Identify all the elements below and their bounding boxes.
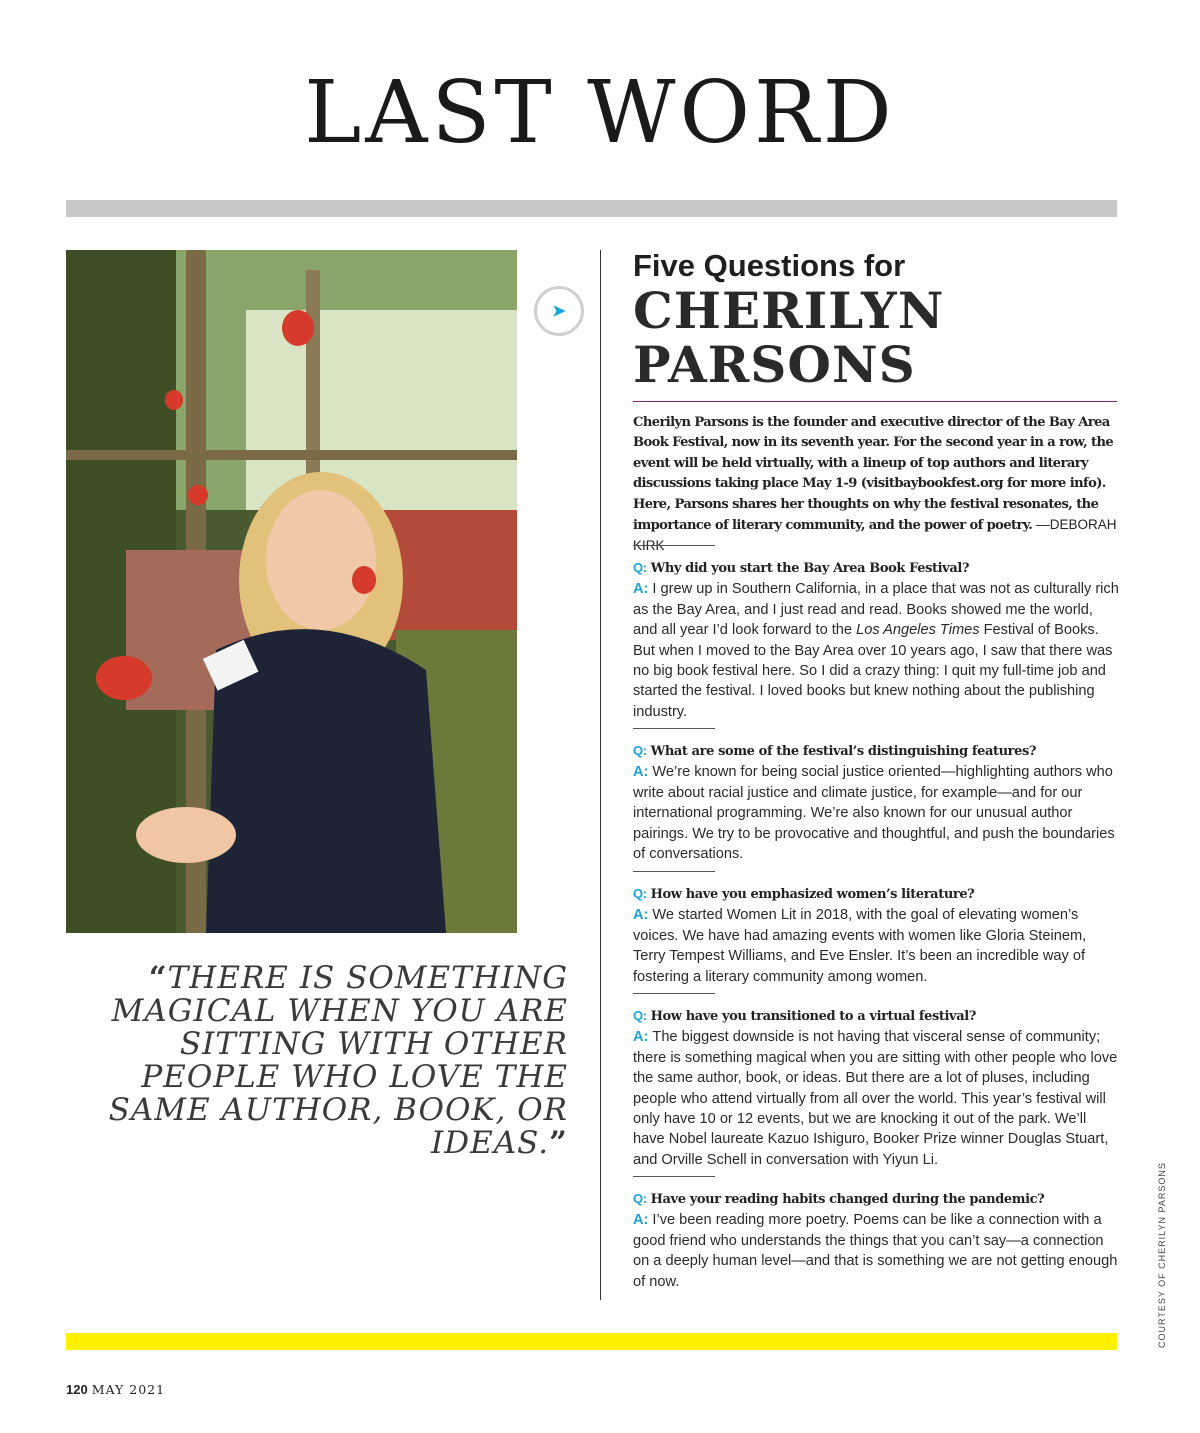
photo-credit: COURTESY OF CHERILYN PARSONS bbox=[1157, 1162, 1167, 1348]
q-label: Q: bbox=[633, 560, 647, 575]
q-label: Q: bbox=[633, 1008, 647, 1023]
top-gray-rule bbox=[66, 200, 1117, 217]
article-headline bbox=[633, 248, 1117, 392]
bottom-yellow-rule bbox=[66, 1333, 1117, 1350]
qa-rule bbox=[633, 545, 715, 546]
question-2-text: What are some of the festival’s distinguishing features? bbox=[650, 744, 1037, 759]
intro-text: Cherilyn Parsons is the founder and executive director of the Bay Area Book Festival, now in its seventh year. For the second year in a row, the event will be held virtually, with a lineup of top authors and literary discussions taking place May 1-9 (visitbaybookfest.org for more info). Here, Parsons shares her thoughts on why the festival resonates, the importance of literary community, and the power of poetry. bbox=[633, 415, 1114, 534]
question-3-text: How have you emphasized women’s literature? bbox=[650, 887, 975, 902]
answer-2 bbox=[633, 762, 1119, 864]
answer-1-text-before: I grew up in Southern California, in a place that was not as culturally rich as the Bay Area, and I just read and read. Books showed me the world, and all year I’d look forward to the bbox=[633, 581, 1119, 639]
q-label: Q: bbox=[633, 743, 647, 758]
question-1 bbox=[633, 558, 1119, 579]
answer-1-text-after: Festival of Books. But when I moved to the Bay Area over 10 years ago, I saw that there was no big book festival here. So I did a crazy thing: I quit my full-time job and started the festival. I loved books but knew nothing about the publishing industry. bbox=[633, 622, 1113, 720]
pull-quote-open-mark: “ bbox=[148, 960, 168, 996]
headline-rule bbox=[633, 401, 1117, 402]
question-2 bbox=[633, 741, 1119, 762]
question-4 bbox=[633, 1006, 1119, 1027]
answer-4 bbox=[633, 1027, 1119, 1170]
continue-arrow-badge bbox=[534, 286, 584, 336]
question-1-text: Why did you start the Bay Area Book Festival? bbox=[650, 561, 970, 576]
qa-block-4 bbox=[633, 993, 1119, 1170]
a-label: A: bbox=[633, 764, 649, 781]
q-label: Q: bbox=[633, 886, 647, 901]
qa-rule bbox=[633, 871, 715, 872]
qa-rule bbox=[633, 993, 715, 994]
answer-4-text: The biggest downside is not having that visceral sense of community; there is something magical when you are sitting with other people who love the same author, book, or ideas. But there are a lot of pluses, including people who attend virtually from all over the world. This year’s festival will only have 10 or 12 events, but we are knocking it out of the park. We’ll have Nobel laureate Kazuo Ishiguro, Booker Prize winner Douglas Stuart, and Orville Schell in conversation with Yiyun Li. bbox=[633, 1029, 1118, 1168]
answer-3 bbox=[633, 905, 1119, 987]
answer-2-text: We’re known for being social justice oriented—highlighting authors who write about racial justice and climate justice, for example—and for our international programming. We’re also known for our unusual author pairings. We try to be provocative and thoughtful, and push the boundaries of conversations. bbox=[633, 764, 1115, 863]
question-5-text: Have your reading habits changed during the pandemic? bbox=[650, 1192, 1045, 1207]
qa-rule bbox=[633, 1176, 715, 1177]
pull-quote-close-mark: ” bbox=[549, 1125, 568, 1161]
qa-block-3 bbox=[633, 871, 1119, 987]
arrow-right-icon: ➤ bbox=[552, 303, 566, 320]
question-4-text: How have you transitioned to a virtual festival? bbox=[650, 1009, 976, 1024]
question-3 bbox=[633, 884, 1119, 905]
answer-1-italic: Los Angeles Times bbox=[856, 622, 980, 639]
pull-quote-text: THERE IS SOMETHING MAGICAL WHEN YOU ARE SITTING WITH OTHER PEOPLE WHO LOVE THE SAME AUTHOR, BOOK, OR IDEAS. bbox=[108, 960, 568, 1161]
issue-date: MAY 2021 bbox=[91, 1382, 166, 1397]
qa-block-5 bbox=[633, 1176, 1119, 1292]
headline-kicker: Five Questions for bbox=[633, 248, 906, 283]
qa-block-1 bbox=[633, 545, 1119, 722]
headline-name-line1: CHERILYN bbox=[633, 281, 945, 340]
a-label: A: bbox=[633, 907, 649, 924]
answer-1 bbox=[633, 579, 1119, 722]
article-intro bbox=[633, 413, 1119, 558]
a-label: A: bbox=[633, 581, 649, 598]
pull-quote bbox=[60, 962, 568, 1160]
a-label: A: bbox=[633, 1212, 649, 1229]
answer-5 bbox=[633, 1210, 1119, 1292]
intro-byline: —DEBORAH bbox=[1036, 517, 1117, 533]
column-divider bbox=[600, 250, 601, 1300]
page-number: 120 bbox=[66, 1382, 88, 1397]
answer-5-text: I’ve been reading more poetry. Poems can be like a connection with a good friend who understands the things that you can’t say—a connection on a deeply human level—and that is something we are not getting enough of now. bbox=[633, 1212, 1118, 1290]
qa-block-2 bbox=[633, 728, 1119, 864]
headline-name-line2: PARSONS bbox=[633, 335, 916, 394]
question-5 bbox=[633, 1189, 1119, 1210]
portrait-photo bbox=[66, 250, 517, 933]
a-label: A: bbox=[633, 1029, 649, 1046]
qa-rule bbox=[633, 728, 715, 729]
masthead-title: LAST WORD bbox=[304, 63, 896, 163]
q-label: Q: bbox=[633, 1191, 647, 1206]
page-folio bbox=[66, 1382, 165, 1397]
answer-3-text: We started Women Lit in 2018, with the goal of elevating women’s voices. We have had amazing events with women like Gloria Steinem, Terry Tempest Williams, and Eve Ensler. It’s been an incredible way of fostering a literary community among women. bbox=[633, 907, 1087, 985]
